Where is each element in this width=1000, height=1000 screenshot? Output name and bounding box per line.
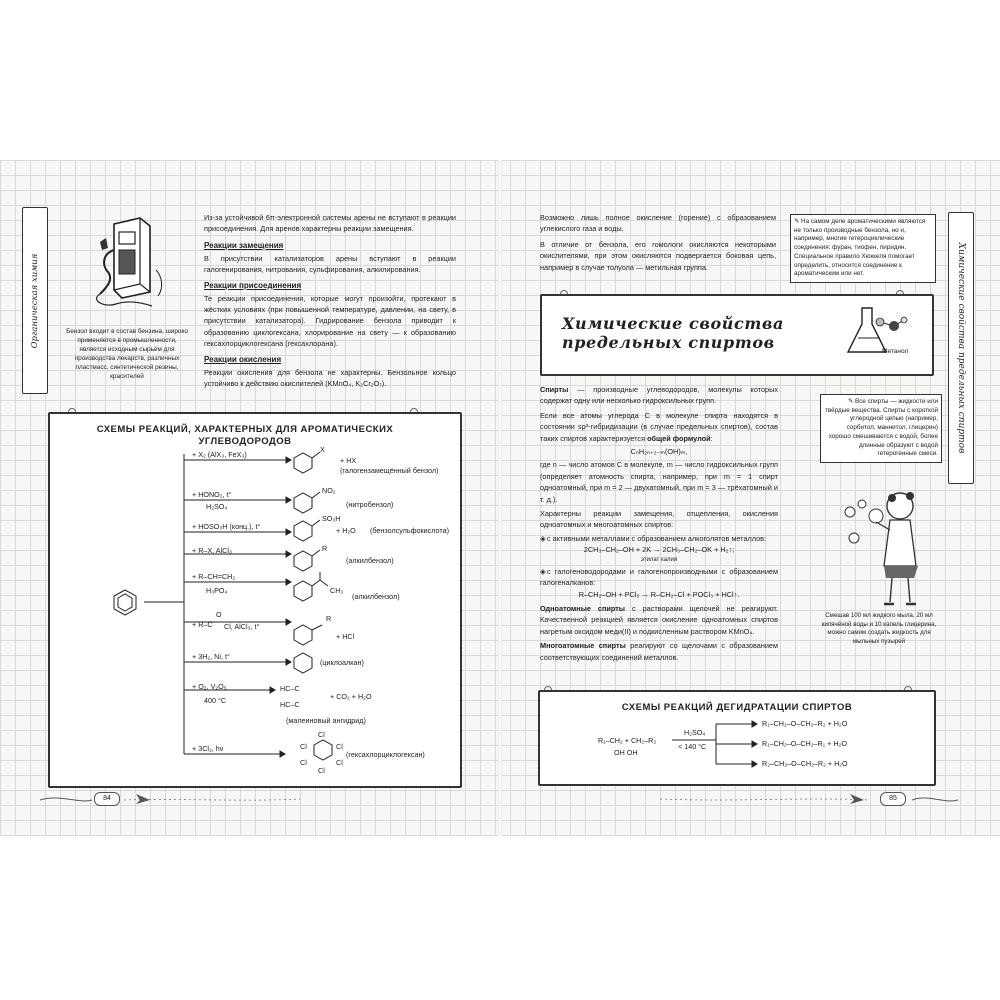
- reaction-6-radical: R: [326, 614, 332, 623]
- equation-potassium-note: этилат калия: [640, 556, 678, 563]
- reaction-6-reagent-a: + R–C: [192, 620, 213, 629]
- right-footer-decoration: [540, 792, 960, 806]
- reaction-3-substituent: SO₃H: [322, 514, 341, 523]
- aromatic-note: [790, 214, 936, 283]
- formula-intro: Если все атомы углерода С в молекуле спирта находятся в состоянии sp³-гибридизации (в случае предельных спиртов), состав таких спиртов характеризуется: [540, 410, 778, 443]
- diamond-bullet-icon: ◈: [540, 533, 546, 543]
- arenes-intro: Из-за устойчивой 6π-электронной системы арены не вступают в реакции присоединения. Для аренов характерны реакции замещения.: [204, 213, 456, 234]
- bullet-halides: с галогеноводородами и галогенопроизводными с образованием галогеналканов:: [540, 566, 778, 588]
- diamond-bullet-icon: ◈: [540, 566, 546, 576]
- benzene-caption: Бензол входит в состав бензина, широко применяется в промышленности, является исходным сырьём для производства лекарств, различных пластмасс, синтетической резины, красителей: [66, 328, 188, 380]
- left-text-column: [204, 212, 456, 389]
- left-chapter-label: Органическая химия: [30, 253, 40, 348]
- dehydration-product-2: R₁–CH₂–O–CH₂–R₁ + H₂O: [762, 739, 847, 748]
- left-chapter-tab: [22, 207, 48, 394]
- bullet-metals: с активными металлами с образованием алкоголятов металлов:: [547, 533, 767, 543]
- notebook-icon: ✎: [847, 398, 855, 405]
- reactions-intro: Характерны реакции замещения, отщепления, окисления одноатомных и многоатомных спиртов:: [540, 509, 778, 530]
- book-gutter: [498, 160, 502, 836]
- polyatomic-term: Многоатомные спирты: [540, 641, 626, 651]
- notebook-icon: ✎: [794, 218, 802, 225]
- equation-pcl5: R–CH₂–OH + PCl₅ → R–CH₂–Cl + POCl₃ + HCl↑.: [578, 589, 740, 599]
- chlorine-atom-label: Cl: [300, 742, 307, 751]
- polyatomic-text: реагируют со щелочами с образованием соответствующих соединений металлов.: [540, 641, 779, 662]
- dehydration-catalyst: H₂SO₄: [684, 728, 706, 737]
- oxidation-heading: Реакции окисления: [204, 354, 282, 364]
- monoatomic-term: Одноатомные спирты: [540, 603, 626, 613]
- reaction-4-name: (алкилбензол): [346, 556, 394, 565]
- left-footer-decoration: [40, 792, 460, 806]
- aromatic-scheme-title: СХЕМЫ РЕАКЦИЙ, ХАРАКТЕРНЫХ ДЛЯ АРОМАТИЧЕСКИХ УГЛЕВОДОРОДОВ: [96, 424, 394, 447]
- reaction-6-reagent-b: Cl, AlCl₃, t°: [224, 622, 260, 631]
- aromatic-scheme-box: [48, 412, 462, 788]
- chlorine-atom-label: Cl: [336, 742, 343, 751]
- reaction-5-name: (алкилбензол): [352, 592, 400, 601]
- chlorine-atom-label: Cl: [336, 758, 343, 767]
- girl-bubbles-illustration: [836, 486, 928, 610]
- reaction-9-reagent: + 3Cl₂, hν: [192, 744, 224, 753]
- alcohols-title: Химические свойства предельных спиртов: [562, 314, 784, 352]
- alcohols-text-column: Спирты — производные углеводородов, молекулы которых содержат одну или несколько гидроксильных групп. Если все атомы углерода С в молекуле спирта находятся в состоянии sp³-гибридизации (в случае предельных спиртов), состав таких спиртов характеризуется общей формулой: CₙH₂ₙ₊₂₋ₘ(OH)ₘ, где n — число атомов C в молекуле, m — число гидроксильных групп (определяет атомность спирта, например, при m = 1 спирт одноатомный, при m = 2 — двухатомный, при m = 3 — трёхатомный и т. д.). Характерны реакции замещения, отщепления, окисления одноатомных и многоатомных спиртов: ◈с активными металлами с образованием алкоголятов металлов: 2CH₃–CH₂–OH + 2K → 2CH₃–CH₂–OK + H₂↑; этилат калия ◈с галогеноводородами и галогенопроизводными с образованием галогеналканов: R–CH₂–OH + PCl₅ → R–CH₂–Cl + POCl₃ + HCl↑. Одноатомные спирты с растворами щелочей не реагируют. Качественной реакцией является окисление одноатомных спиртов нагретым оксидом меди(II) и подкисленным раствором KMnO₄. Многоатомные спирты реагируют со щелочами с образованием соответствующих соединений металлов.: [540, 385, 779, 662]
- reaction-8-reagent: + O₂, V₂O₅: [192, 682, 227, 691]
- dehydration-scheme-title: СХЕМЫ РЕАКЦИЙ ДЕГИДРАТАЦИИ СПИРТОВ: [621, 702, 853, 713]
- reaction-5-condition: H₃PO₄: [206, 586, 228, 595]
- gas-pump-illustration: [92, 210, 172, 315]
- reaction-8-name: (малеиновый ангидрид): [286, 716, 366, 725]
- homologs-oxidation-text: В отличие от бензола, его гомологи окисляются некоторыми окислителями, при этом окисляются подвергается боковая цепь, например в случае толуола — метильная группа.: [540, 239, 776, 272]
- reaction-2-substituent: NO₂: [322, 486, 336, 495]
- chlorine-atom-label: Cl: [300, 758, 307, 767]
- dehydration-product-3: R₂–CH₂–O–CH₂–R₂ + H₂O: [762, 759, 848, 768]
- left-page-number: 84: [94, 792, 120, 806]
- reaction-8-condition: 400 °C: [204, 696, 227, 705]
- reaction-4-substituent: R: [322, 544, 328, 553]
- dehydration-scheme-box: [538, 690, 936, 786]
- right-intro-column: [540, 212, 776, 273]
- reaction-5-substituent: CH₃: [330, 586, 344, 595]
- reaction-3-name: (бензолсульфокислота): [370, 526, 449, 535]
- formula-explanation: где n — число атомов C в молекуле, m — число гидроксильных групп (определяет атомность спирта, например, при m = 1 спирт одноатомный, при m = 2 — двухатомный, при m = 3 — трёхатомный и т. д.).: [540, 460, 778, 504]
- alcohols-note-text: Все спирты — жидкости или твёрдые вещества. Спирты с короткой углеродной цепью (например, сорбитол, маннитол, глицерин) хорошо смешиваются с водой, более длинные образуют с водой гетерогенные смеси.: [824, 398, 938, 458]
- reaction-5-reagent: + R–CH=CH₂: [192, 572, 236, 581]
- reaction-9-name: (гексахлорциклогексан): [346, 750, 425, 759]
- substitution-text: В присутствии катализаторов арены вступают в реакции галогенирования, нитрования, сульфирования, алкилирования.: [204, 253, 456, 275]
- reaction-6-product: + HCl: [336, 632, 355, 641]
- bubble-recipe-caption: Смешав 100 мл жидкого мыла, 20 мл кипячёной воды и 10 капель глицерина, можно самим создать жидкость для мыльных пузырей: [821, 612, 937, 645]
- addition-heading: Реакции присоединения: [204, 280, 302, 290]
- right-chapter-label: Химические свойства предельных спиртов: [956, 242, 966, 454]
- dehydration-temperature: < 140 °C: [678, 742, 707, 751]
- reaction-3-product: + H₂O: [336, 526, 356, 535]
- substitution-heading: Реакции замещения: [204, 240, 284, 250]
- reaction-1-name: (галогензамещённый бензол): [340, 466, 439, 475]
- formula-term: общей формулой: [647, 433, 711, 443]
- reaction-6-oxygen: O: [216, 610, 222, 619]
- general-formula: CₙH₂ₙ₊₂₋ₘ(OH)ₘ,: [630, 447, 688, 457]
- right-page-number: 85: [880, 792, 906, 806]
- reaction-2-name: (нитробензол): [346, 500, 394, 509]
- oxidation-text: Реакции окисления для бензола не характерны. Бензольное кольцо устойчиво к действию окислителей (KMnO₄, K₂Cr₂O₇).: [204, 367, 456, 389]
- reaction-2-condition: H₂SO₄: [206, 502, 228, 511]
- alcohols-term: Спирты: [540, 385, 569, 394]
- reaction-1-reagent: + X₂ (AlX₃, FeX₃): [192, 450, 247, 459]
- reaction-8-fragment: HC–C: [280, 684, 300, 693]
- methanol-label: Метанол: [882, 348, 909, 355]
- reaction-3-reagent: + HOSO₃H (конц.), t°: [192, 522, 261, 531]
- reaction-7-name: (циклоалкан): [320, 658, 364, 667]
- reaction-7-reagent: + 3H₂, Ni, t°: [192, 652, 230, 661]
- dehydration-reactants: R₁–CH₂ + CH₂–R₂: [598, 736, 657, 745]
- reaction-8-product: + CO₂ + H₂O: [330, 692, 372, 701]
- reaction-4-reagent: + R–X, AlCl₃: [192, 546, 232, 555]
- reaction-2-reagent: + HONO₂, t°: [192, 490, 232, 499]
- reaction-8-fragment-2: HC–C: [280, 700, 300, 709]
- dehydration-hydroxyls: OH OH: [614, 748, 638, 757]
- full-oxidation-text: Возможно лишь полное окисление (горение) с образованием углекислого газа и воды.: [540, 213, 776, 234]
- addition-text: Те реакции присоединения, которые могут произойти, протекают в жёстких условиях (при повышенной температуре, давлении, на свету, в присутствии катализатора). Гидрирование бензола приводит к образованию циклогексана, хлорирование на свету — к образованию гексахлорциклогексана (гексахлорана).: [204, 293, 456, 349]
- alcohols-note: [820, 394, 942, 463]
- equation-potassium: 2CH₃–CH₂–OH + 2K → 2CH₃–CH₂–OK + H₂↑;: [583, 545, 735, 555]
- reaction-1-substituent: X: [320, 445, 325, 454]
- dehydration-product-1: R₁–CH₂–O–CH₂–R₂ + H₂O: [762, 719, 848, 728]
- chlorine-atom-label: Cl: [318, 766, 325, 775]
- alcohols-title-banner: [540, 294, 934, 376]
- chlorine-atom-label: Cl: [318, 730, 325, 739]
- monoatomic-text: с растворами щелочей не реагируют. Качественной реакцией является окисление одноатомных спиртов нагретым оксидом меди(II) и подкисленным раствором KMnO₄.: [540, 603, 778, 636]
- alcohols-definition: — производные углеводородов, молекулы которых содержат одну или несколько гидроксильных групп.: [540, 385, 778, 406]
- reaction-1-product: + HX: [340, 456, 357, 465]
- right-chapter-tab: [948, 212, 974, 484]
- aromatic-note-text: На самом деле ароматическими являются не только производные бензола, но и, например, многие гетероциклические соединения: фуран, тиофен, пиридин. Специальное правило Хюккеля помогает определить, относится соединение к ароматическим или нет.: [794, 218, 926, 278]
